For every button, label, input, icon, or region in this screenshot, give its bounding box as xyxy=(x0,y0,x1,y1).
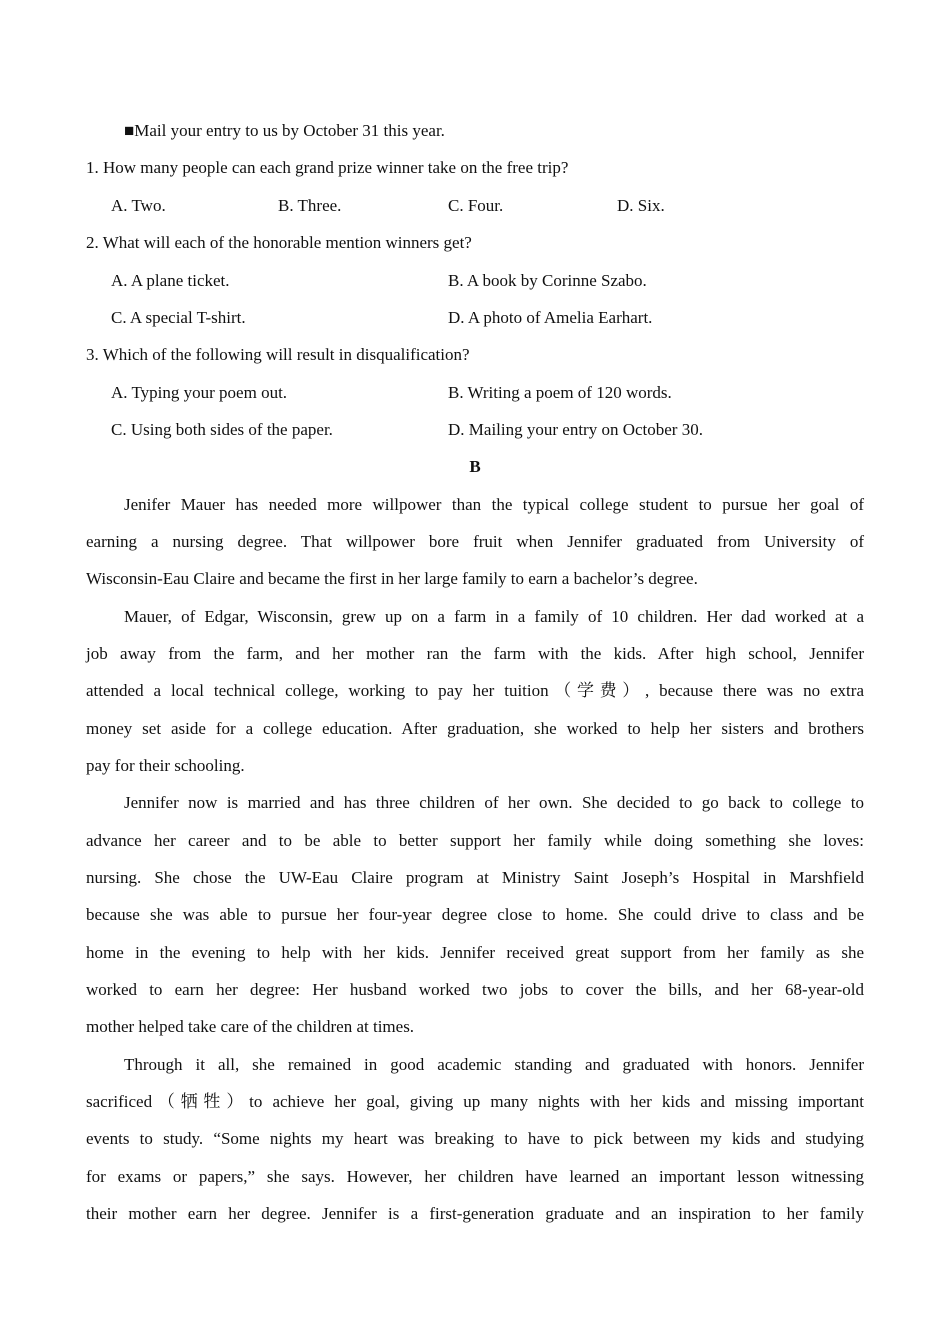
question-3-stem: 3. Which of the following will result in disqualification? xyxy=(86,345,470,364)
question-2-option-d: D. A photo of Amelia Earhart. xyxy=(448,308,653,327)
intro-bullet-text: ■Mail your entry to us by October 31 this year. xyxy=(124,121,445,140)
paragraph-3-line-1: Jennifer now is married and has three children of her own. She decided to go back to college to xyxy=(124,793,864,812)
paragraph-2-line-3: attended a local technical college, working to pay her tuition（学费）, because there was no extra xyxy=(86,681,864,700)
paragraph-1-line-1: Jenifer Mauer has needed more willpower than the typical college student to pursue her goal of xyxy=(124,495,864,514)
paragraph-3-line-4: because she was able to pursue her four-year degree close to home. She could drive to class and be xyxy=(86,905,864,924)
question-1-option-a: A. Two. xyxy=(111,196,166,215)
question-1-option-b: B. Three. xyxy=(278,196,342,215)
question-3-option-a: A. Typing your poem out. xyxy=(111,383,288,402)
paragraph-1-line-2: earning a nursing degree. That willpower bore fruit when Jennifer graduated from University of xyxy=(86,532,864,551)
question-2-option-a: A. A plane ticket. xyxy=(111,271,230,290)
question-3-option-d: D. Mailing your entry on October 30. xyxy=(448,420,703,439)
paragraph-3-line-2: advance her career and to be able to better support her family while doing something she loves: xyxy=(86,831,864,850)
paragraph-4-line-1: Through it all, she remained in good academic standing and graduated with honors. Jennifer xyxy=(124,1055,864,1074)
paragraph-4-line-2: sacrificed（牺牲）to achieve her goal, giving up many nights with her kids and missing important xyxy=(86,1092,864,1111)
question-2-option-b: B. A book by Corinne Szabo. xyxy=(448,271,647,290)
paragraph-2-line-1: Mauer, of Edgar, Wisconsin, grew up on a farm in a family of 10 children. Her dad worked at a xyxy=(124,607,864,626)
paragraph-3-line-7: mother helped take care of the children at times. xyxy=(86,1017,415,1036)
paragraph-3-line-5: home in the evening to help with her kids. Jennifer received great support from her family as she xyxy=(86,943,864,962)
question-1-option-d: D. Six. xyxy=(617,196,665,215)
paragraph-2-line-4: money set aside for a college education. After graduation, she worked to help her sisters and brothers xyxy=(86,719,864,738)
question-3-option-c: C. Using both sides of the paper. xyxy=(111,420,333,439)
paragraph-4-line-4: for exams or papers,” she says. However, her children have learned an important lesson witnessing xyxy=(86,1167,864,1186)
paragraph-2-line-5: pay for their schooling. xyxy=(86,756,245,775)
paragraph-4-line-3: events to study. “Some nights my heart was breaking to have to pick between my kids and studying xyxy=(86,1129,864,1148)
paragraph-4-line-5: their mother earn her degree. Jennifer is a first-generation graduate and an inspiration to her family xyxy=(86,1204,864,1223)
question-1-option-c: C. Four. xyxy=(448,196,504,215)
question-2-option-c: C. A special T-shirt. xyxy=(111,308,246,327)
paragraph-2-line-2: job away from the farm, and her mother ran the farm with the kids. After high school, Jennifer xyxy=(86,644,864,663)
paragraph-1-line-3: Wisconsin-Eau Claire and became the first in her large family to earn a bachelor’s degree. xyxy=(86,569,698,588)
paragraph-3-line-6: worked to earn her degree: Her husband worked two jobs to cover the bills, and her 68-year-old xyxy=(86,980,864,999)
paragraph-3-line-3: nursing. She chose the UW-Eau Claire program at Ministry Saint Joseph’s Hospital in Marshfield xyxy=(86,868,864,887)
question-2-stem: 2. What will each of the honorable mention winners get? xyxy=(86,233,472,252)
question-3-option-b: B. Writing a poem of 120 words. xyxy=(448,383,672,402)
section-heading: B xyxy=(469,457,481,476)
question-1-stem: 1. How many people can each grand prize winner take on the free trip? xyxy=(86,158,569,177)
